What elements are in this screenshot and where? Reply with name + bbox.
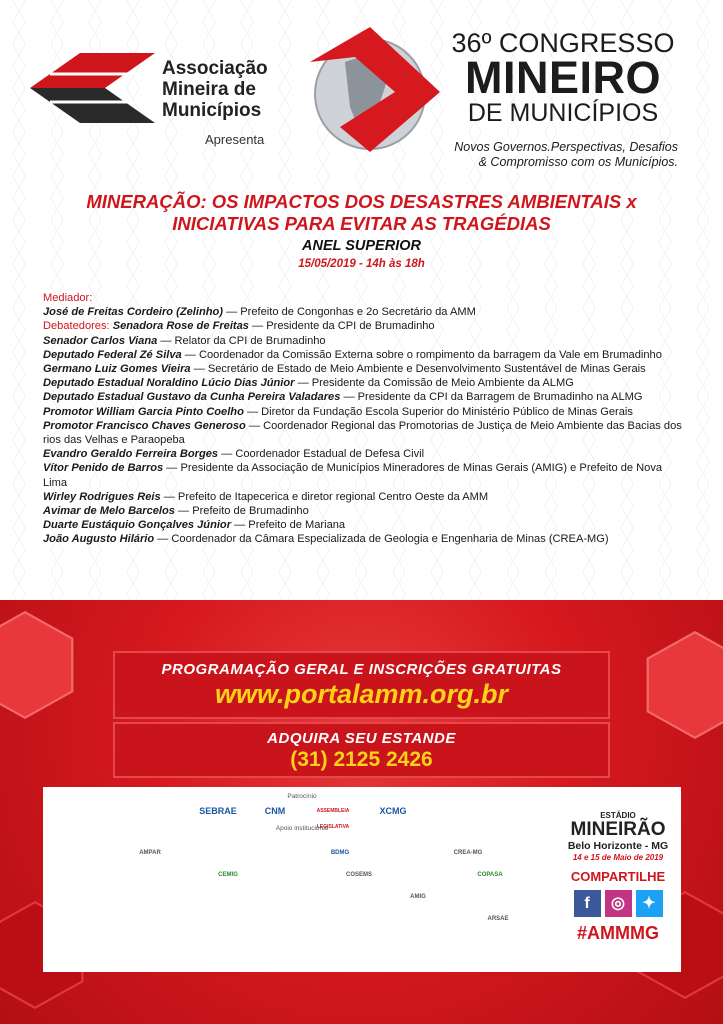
debaters-label: Debatedores: [43, 320, 113, 333]
support-logo: COSEMS [345, 872, 372, 878]
support-logo: BDMG [330, 850, 350, 856]
participant-name: José de Freitas Cordeiro (Zelinho) [43, 306, 223, 319]
participant-name: Deputado Federal Zé Silva [43, 348, 182, 361]
association-name [162, 58, 268, 121]
website-link[interactable]: www.portalamm.org.br [214, 679, 509, 709]
participant-name: Senador Carlos Viana [43, 334, 158, 347]
debater-entry [43, 419, 683, 447]
debater-entry [43, 518, 683, 532]
congress-tagline [428, 140, 678, 170]
hexagon-decoration [640, 630, 723, 740]
congress-title [448, 28, 678, 128]
stadium-label: ESTÁDIO [600, 811, 636, 820]
participant-role: — Coordenador Regional das Promotorias de Justiça de Meio Ambiente das Bacias dos rios das Velhas e Paraopeba [43, 419, 682, 447]
tagline-line: Novos Governos.Perspectivas, Desafios [454, 140, 678, 154]
registration-caption: PROGRAMAÇÃO GERAL E INSCRIÇÕES GRATUITAS [161, 661, 562, 678]
sponsor-logo: ASSEMBLEIA LEGISLATIVA [316, 808, 350, 830]
participant-name: Promotor William Garcia Pinto Coelho [43, 405, 244, 418]
participant-role: — Presidente da CPI de Brumadinho [248, 320, 435, 333]
event-location: ANEL SUPERIOR [302, 238, 421, 254]
participant-name: Duarte Eustáquio Gonçalves Júnior [43, 519, 232, 532]
support-logo: AMPAR [139, 850, 161, 856]
participant-role: — Presidente da Comissão de Meio Ambiente da ALMG [294, 377, 574, 390]
participant-name: Avimar de Melo Barcelos [43, 505, 175, 518]
twitter-icon[interactable]: ✦ [636, 890, 663, 917]
registration-box [113, 651, 610, 719]
association-line: Municípios [162, 100, 262, 121]
participant-role: — Secretário de Estado de Meio Ambiente e Desenvolvimento Sustentável de Minas Gerais [190, 363, 646, 376]
debater-entry [43, 490, 683, 504]
sponsor-logo: CNM [264, 806, 286, 816]
sponsor-logo: SEBRAE [199, 806, 237, 816]
apoio-label: Apoio institucional [275, 825, 329, 832]
debater-entry [43, 532, 683, 546]
mediator-label: Mediador: [43, 292, 93, 304]
mediator-entry [43, 305, 683, 319]
sponsor-logo: XCMG [379, 806, 407, 816]
instagram-icon[interactable]: ◎ [605, 890, 632, 917]
debater-entry [43, 390, 683, 404]
debater-entry [43, 447, 683, 461]
stand-box [113, 722, 610, 778]
stadium-name: MINEIRÃO [570, 819, 666, 840]
support-logo: ARSAE [487, 916, 509, 922]
share-label: COMPARTILHE [570, 869, 666, 884]
debater-entry [43, 461, 683, 489]
participant-role: — Coordenador da Comissão Externa sobre o rompimento da barragem da Vale em Brumadinho [181, 348, 662, 361]
support-logo: COPASA [477, 872, 503, 878]
association-line: Associação [162, 58, 268, 79]
participant-name: Deputado Estadual Gustavo da Cunha Pereira Valadares [43, 391, 341, 404]
debater-entry [43, 376, 683, 390]
presents-label: Apresenta [205, 132, 265, 147]
stand-caption: ADQUIRA SEU ESTANDE [267, 730, 456, 747]
debater-entry [43, 348, 683, 362]
sponsors-panel [43, 787, 681, 972]
participant-name: Vítor Penido de Barros [43, 462, 164, 475]
patrocinio-label: Patrocínio [287, 793, 317, 800]
participant-name: Senadora Rose de Freitas [112, 320, 249, 333]
debater-entry [43, 405, 683, 419]
participant-role: — Presidente da Associação de Municípios Mineradores de Minas Gerais (AMIG) e Prefeito de Nova Lima [43, 462, 663, 489]
event-title [0, 191, 723, 235]
event-datetime: 15/05/2019 - 14h às 18h [298, 258, 425, 270]
venue-dates: 14 e 15 de Maio de 2019 [572, 853, 664, 862]
participant-role: — Coordenador Estadual de Defesa Civil [218, 448, 425, 461]
support-logo: CEMIG [218, 872, 238, 878]
program-list [43, 291, 683, 547]
support-logo: CREA-MG [453, 850, 483, 856]
title-line: INICIATIVAS PARA EVITAR AS TRAGÉDIAS [172, 213, 551, 234]
participant-role: — Diretor da Fundação Escola Superior do Ministério Público de Minas Gerais [243, 405, 633, 418]
tagline-line: & Compromisso com os Municípios. [478, 155, 678, 169]
participant-name: Germano Luiz Gomes Vieira [43, 363, 191, 376]
title-line: MINERAÇÃO: OS IMPACTOS DOS DESASTRES AMBIENTAIS x [86, 191, 637, 212]
participant-name: Wirley Rodrigues Reis [43, 490, 161, 503]
association-line: Mineira de [162, 79, 256, 100]
hexagon-decoration [0, 610, 80, 720]
participant-name: Evandro Geraldo Ferreira Borges [43, 448, 219, 461]
congress-number: 36º CONGRESSO [451, 28, 675, 58]
participant-name: Promotor Francisco Chaves Generoso [43, 419, 246, 432]
facebook-icon[interactable]: f [574, 890, 601, 917]
debater-entry [43, 334, 683, 348]
participant-name: Deputado Estadual Noraldino Lúcio Dias Júnior [43, 377, 295, 390]
social-icons [563, 890, 673, 917]
venue-panel [563, 811, 673, 944]
support-logo: AMIG [410, 894, 426, 900]
participant-role: — Prefeito de Congonhas e 2o Secretário da AMM [223, 306, 476, 319]
venue-city: Belo Horizonte - MG [567, 840, 669, 852]
congress-de: DE MUNICÍPIOS [467, 99, 659, 127]
debater-entry [43, 504, 683, 518]
participant-role: — Prefeito de Brumadinho [174, 505, 309, 518]
participant-role: — Prefeito de Itapecerica e diretor regional Centro Oeste da AMM [160, 490, 489, 503]
phone-number[interactable]: (31) 2125 2426 [290, 748, 433, 771]
amm-logo-icon [30, 48, 155, 128]
participant-role: — Coordenador da Câmara Especializada de Geologia e Engenharia de Minas (CREA-MG) [154, 533, 609, 546]
participant-role: — Relator da CPI de Brumadinho [157, 334, 326, 347]
debater-entry [43, 362, 683, 376]
participant-role: — Prefeito de Mariana [231, 519, 346, 532]
debaters-entry [43, 319, 683, 333]
participant-name: João Augusto Hilário [43, 533, 155, 546]
participant-role: — Presidente da CPI da Barragem de Brumadinho na ALMG [340, 391, 643, 404]
hashtag: #AMMMG [577, 923, 659, 943]
congress-big: MINEIRO [464, 52, 661, 103]
